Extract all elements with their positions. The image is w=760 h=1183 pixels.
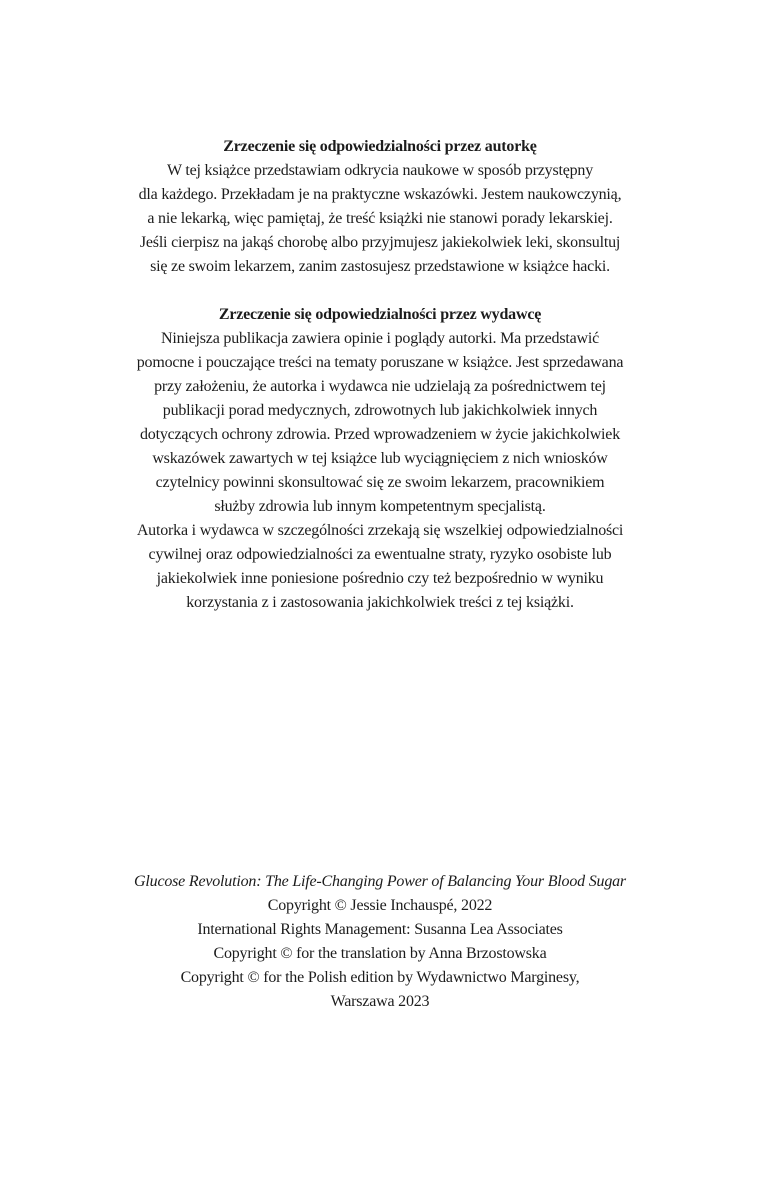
text-line: służby zdrowia lub innym kompetentnym specjalistą. [214,498,546,515]
text-line: W tej książce przedstawiam odkrycia naukowe w sposób przystępny [166,162,594,179]
copyright-line: Copyright © for the Polish edition by Wydawnictwo Marginesy, [180,969,580,986]
text-line: wskazówek zawartych w tej książce lub wyciągnięciem z nich wniosków [152,450,608,467]
text-line: a nie lekarką, więc pamiętaj, że treść książki nie stanowi porady lekarskiej. [147,210,613,227]
text-line: pomocne i pouczające treści na tematy poruszane w książce. Jest sprzedawana [136,354,624,371]
publisher-disclaimer-heading: Zrzeczenie się odpowiedzialności przez wydawcę [218,306,542,323]
text-line: przy założeniu, że autorka i wydawca nie udzielają za pośrednictwem tej [154,378,606,395]
text-line: dla każdego. Przekładam je na praktyczne wskazówki. Jestem naukowczynią, [138,186,622,203]
text-line: dotyczących ochrony zdrowia. Przed wprowadzeniem w życie jakichkolwiek [139,426,621,443]
text-line: publikacji porad medycznych, zdrowotnych lub jakichkolwiek innych [162,402,598,419]
text-line: Autorka i wydawca w szczególności zrzekają się wszelkiej odpowiedzialności [136,522,624,539]
author-disclaimer-heading: Zrzeczenie się odpowiedzialności przez autorkę [223,138,537,155]
book-title: Glucose Revolution: The Life-Changing Power of Balancing Your Blood Sugar [134,873,626,890]
text-line: Jeśli cierpisz na jakąś chorobę albo przyjmujesz jakiekolwiek leki, skonsultuj [139,234,621,251]
text-line: korzystania z i zastosowania jakichkolwiek treści z tej książki. [186,594,574,611]
copyright-line: Copyright © Jessie Inchauspé, 2022 [267,897,493,914]
text-line: się ze swoim lekarzem, zanim zastosujesz przedstawione w książce hacki. [150,258,610,275]
text-line: cywilnej oraz odpowiedzialności za ewentualne straty, ryzyko osobiste lub [148,546,612,563]
text-line: Niniejsza publikacja zawiera opinie i poglądy autorki. Ma przedstawić [160,330,600,347]
copyright-block [0,870,760,1014]
copyright-line: International Rights Management: Susanna Lea Associates [197,921,563,938]
copyright-line: Warszawa 2023 [330,993,430,1010]
text-line: czytelnicy powinni skonsultować się ze swoim lekarzem, pracownikiem [155,474,605,491]
author-disclaimer [0,135,760,279]
copyright-line: Copyright © for the translation by Anna Brzostowska [213,945,547,962]
text-line: jakiekolwiek inne poniesione pośrednio czy też bezpośrednio w wyniku [156,570,604,587]
publisher-disclaimer [0,303,760,615]
